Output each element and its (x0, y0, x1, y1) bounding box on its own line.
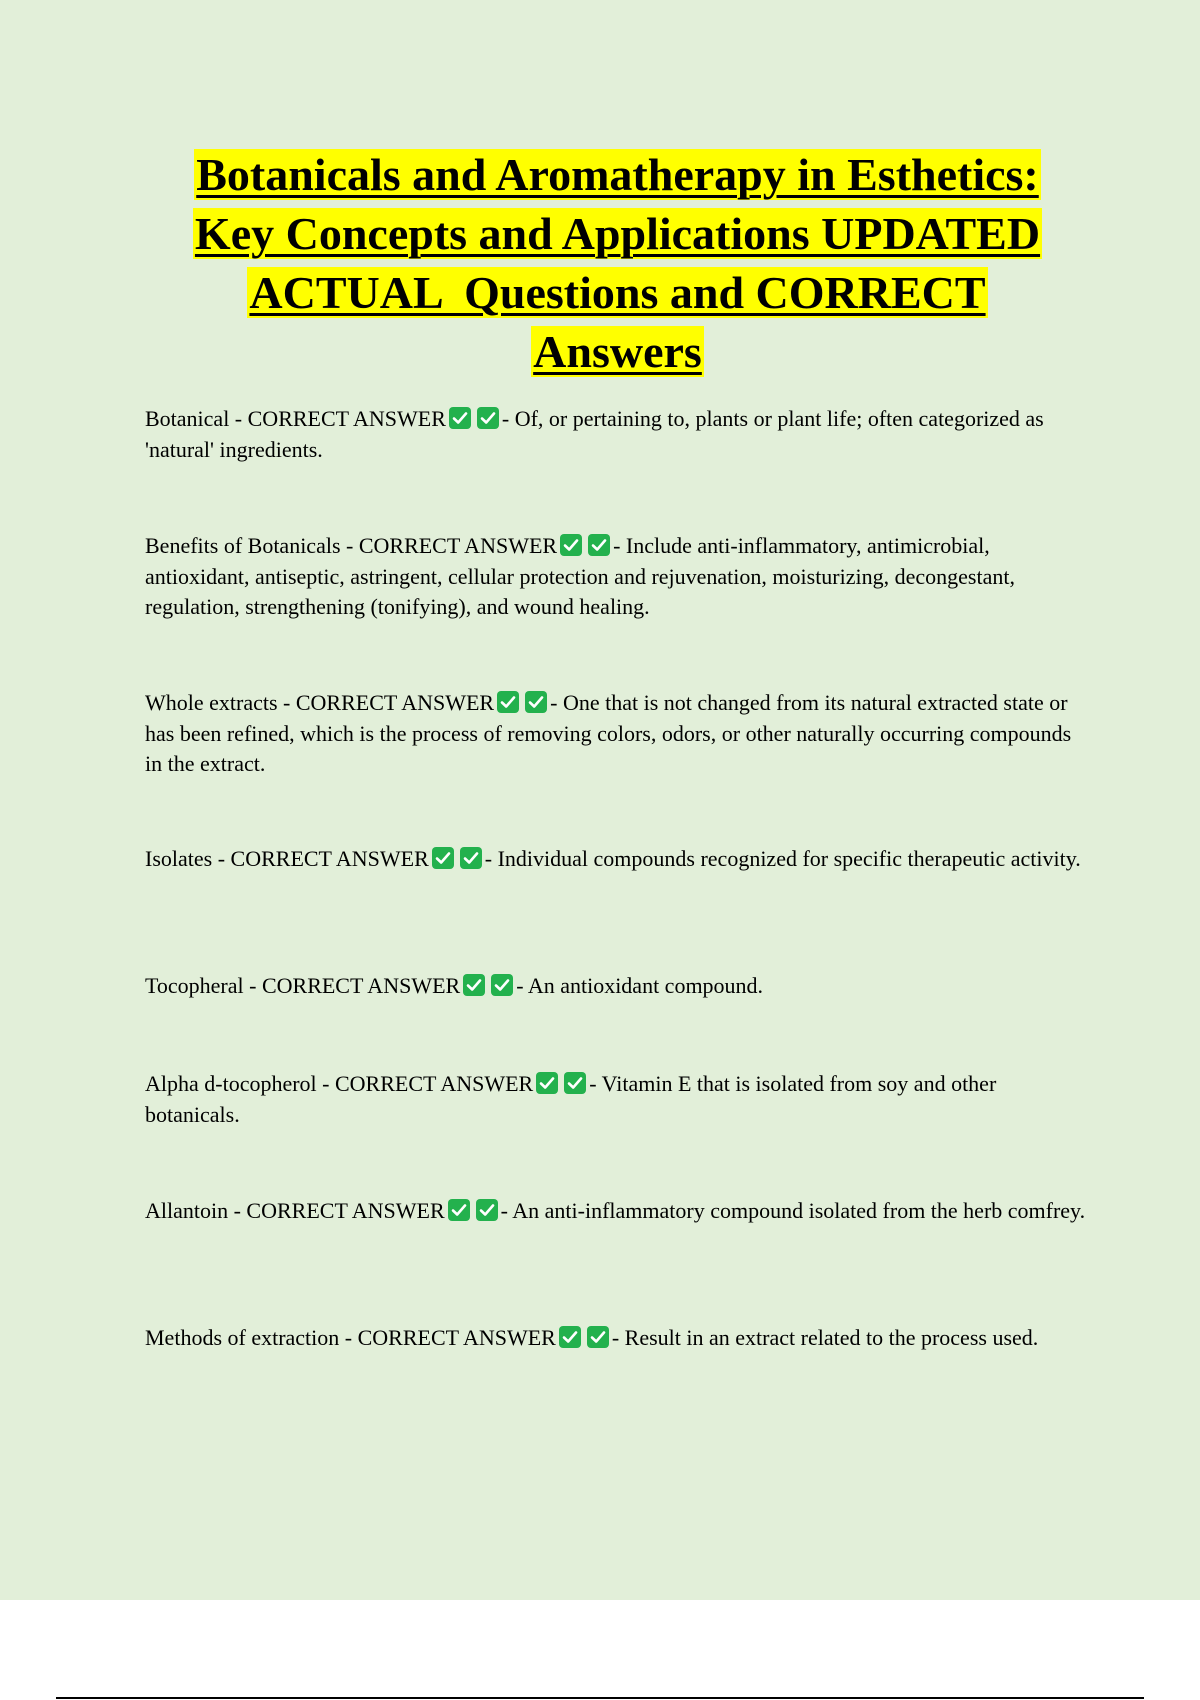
check-mark-icon (497, 691, 519, 713)
entry-term: Benefits of Botanicals - CORRECT ANSWER (145, 533, 558, 558)
title-line-1: Botanicals and Aromatherapy in Esthetics: (196, 149, 1039, 200)
entry-definition: - Include anti-inflammatory, antimicrobial, antioxidant, antiseptic, astringent, cellular protection and rejuvenation, moisturizing, decongestant, regulation, strengthening (tonifying), and wound healing. (145, 533, 1015, 619)
entry-term: Isolates - CORRECT ANSWER (145, 846, 429, 871)
qa-entry-methods-of-extraction (145, 1323, 1038, 1354)
check-mark-icon (560, 534, 582, 556)
entry-definition: - One that is not changed from its natural extracted state or has been refined, which is the process of removing colors, odors, or other naturally occurring compounds in the extract. (145, 690, 1072, 776)
check-mark-icon (476, 1199, 498, 1221)
document-title (120, 145, 1115, 381)
qa-entry-whole-extracts (145, 688, 1090, 780)
title-line-4: Answers (533, 326, 702, 377)
qa-entry-botanical (145, 404, 1090, 465)
entry-definition: - An anti-inflammatory compound isolated from the herb comfrey. (500, 1198, 1086, 1223)
entry-definition: - Vitamin E that is isolated from soy and other botanicals. (145, 1071, 997, 1127)
check-mark-icon (536, 1072, 558, 1094)
check-mark-icon (559, 1326, 581, 1348)
entry-definition: - Result in an extract related to the process used. (611, 1325, 1039, 1350)
entry-term: Methods of extraction - CORRECT ANSWER (145, 1325, 556, 1350)
entry-definition: - An antioxidant compound. (516, 973, 764, 998)
check-mark-icon (491, 974, 513, 996)
check-mark-icon (432, 847, 454, 869)
check-mark-icon (525, 691, 547, 713)
entry-term: Alpha d-tocopherol - CORRECT ANSWER (145, 1071, 534, 1096)
entry-term: Allantoin - CORRECT ANSWER (145, 1198, 445, 1223)
check-mark-icon (448, 1199, 470, 1221)
check-mark-icon (588, 534, 610, 556)
check-mark-icon (460, 847, 482, 869)
check-mark-icon (463, 974, 485, 996)
qa-entry-benefits-of-botanicals (145, 531, 1090, 623)
entry-term: Botanical - CORRECT ANSWER (145, 406, 446, 431)
entry-term: Tocopheral - CORRECT ANSWER (145, 973, 461, 998)
check-mark-icon (564, 1072, 586, 1094)
qa-entry-tocopheral (145, 971, 763, 1002)
entry-definition: - Of, or pertaining to, plants or plant life; often categorized as 'natural' ingredients. (145, 406, 1044, 462)
qa-entry-isolates (145, 844, 1081, 875)
entry-definition: - Individual compounds recognized for specific therapeutic activity. (484, 846, 1081, 871)
title-line-2: Key Concepts and Applications UPDATED (194, 208, 1041, 259)
entry-term: Whole extracts - CORRECT ANSWER (145, 690, 495, 715)
check-mark-icon (449, 407, 471, 429)
check-mark-icon (587, 1326, 609, 1348)
check-mark-icon (477, 407, 499, 429)
title-line-3: ACTUAL Questions and CORRECT (249, 267, 986, 318)
qa-entry-alpha-d-tocopherol (145, 1069, 1090, 1130)
qa-entry-allantoin (145, 1196, 1085, 1227)
footer-divider (56, 1697, 1144, 1699)
